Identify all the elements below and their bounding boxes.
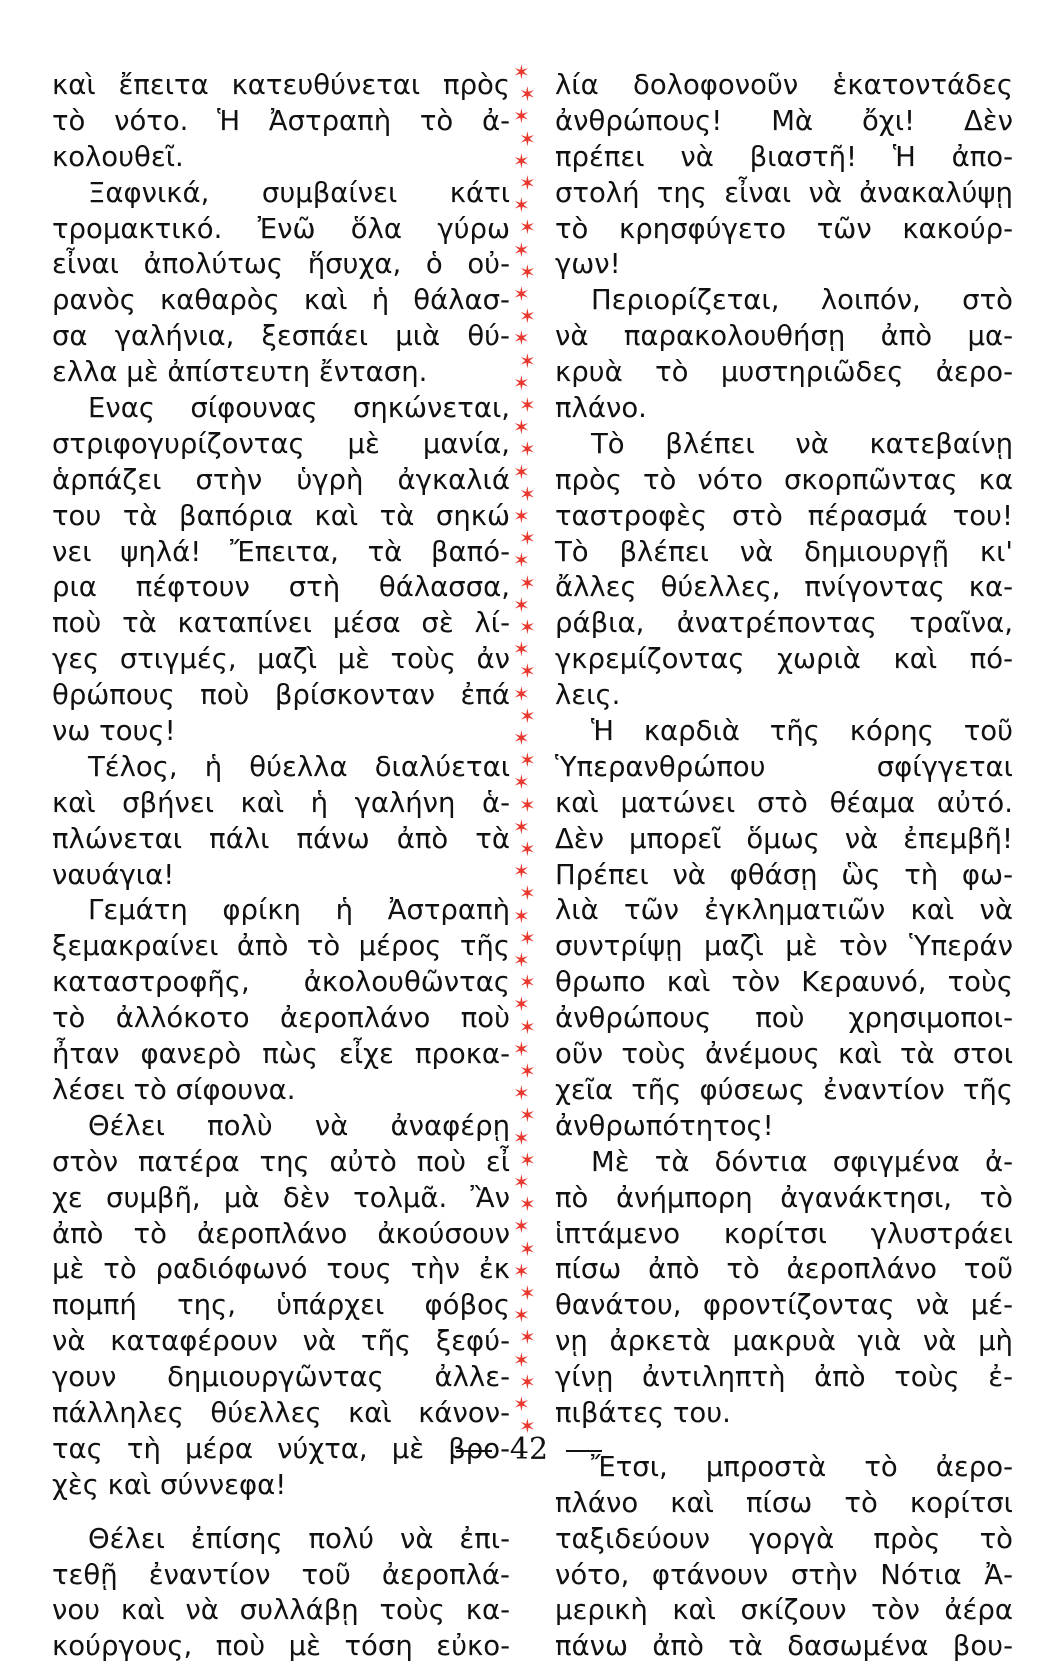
red-star-icon: ✶	[519, 1059, 536, 1083]
text-line: Γεμάτη φρίκη ἡ Ἀστραπὴ	[88, 894, 510, 927]
text-line: λέσει τὸ σίφουνα.	[52, 1073, 296, 1106]
text-line: πίσω ἀπὸ τὸ ἀεροπλάνο τοῦ	[555, 1253, 1013, 1286]
text-line: συντρίψῃ μαζὶ μὲ τὸν Ὑπεράν	[555, 930, 1013, 963]
text-line: νει ψηλά! Ἔπειτα, τὰ βαπό-	[52, 535, 510, 568]
text-line: νου καὶ νὰ συλλάβῃ τοὺς κα-	[52, 1594, 510, 1627]
red-star-icon: ✶	[513, 237, 530, 262]
page-footer	[0, 1432, 1058, 1467]
text-line: νὰ παρακολουθήσῃ ἀπὸ μα-	[555, 320, 1013, 353]
red-star-icon: ✶	[519, 526, 536, 551]
text-line: χὲς καὶ σύννεφα!	[52, 1468, 287, 1501]
red-star-icon: ✶	[519, 615, 536, 639]
red-star-icon: ✶	[513, 459, 530, 484]
text-line: τεθῇ ἐναντίον τοῦ ἀεροπλά-	[52, 1558, 510, 1591]
red-star-icon: ✶	[519, 881, 536, 906]
red-star-icon: ✶	[513, 193, 530, 218]
text-line: ράβια, ἀνατρέποντας τραῖνα,	[555, 607, 1013, 640]
red-star-icon: ✶	[513, 726, 530, 750]
text-line: Τὸ βλέπει νὰ κατεβαίνῃ	[591, 427, 1013, 460]
text-line: ἦταν φανερὸ πὼς εἶχε προκα-	[52, 1038, 510, 1071]
red-star-icon: ✶	[519, 437, 536, 462]
text-line: τὸ κρησφύγετο τῶν κακούρ-	[555, 212, 1013, 245]
text-line: καὶ σβήνει καὶ ἡ γαλήνη ἁ-	[52, 786, 510, 819]
red-star-icon: ✶	[513, 859, 530, 884]
text-line: πὸ ἀνήμπορη ἀγανάκτησι, τὸ	[555, 1181, 1013, 1214]
red-star-icon: ✶	[513, 1303, 530, 1328]
footer-dash-left	[456, 1450, 492, 1452]
text-line: καὶ ἔπειτα κατευθύνεται πρὸς	[52, 69, 510, 101]
text-line: λία δολοφονοῦν ἑκατοντάδες	[555, 69, 1013, 101]
red-star-icon: ✶	[513, 1214, 530, 1239]
text-line: μὲ τὸ ραδιόφωνό τους τὴν ἐκ	[52, 1253, 510, 1286]
text-line: ἀνθρώπους! Μὰ ὄχι! Δὲν	[555, 104, 1013, 137]
red-star-icon: ✶	[513, 370, 530, 395]
text-line: νω τους!	[52, 715, 176, 748]
text-line: πιβάτες του.	[555, 1396, 731, 1429]
red-star-icon: ✶	[513, 548, 530, 573]
red-star-icon: ✶	[519, 1192, 536, 1217]
text-line: Τέλος, ἡ θύελλα διαλύεται	[88, 750, 510, 783]
red-star-icon: ✶	[513, 282, 530, 306]
red-star-icon: ✶	[513, 415, 530, 440]
text-line: τρομακτικό. Ἐνῶ ὅλα γύρω	[52, 212, 510, 245]
text-line: τὸ ἀλλόκοτο ἀεροπλάνο ποὺ	[52, 1002, 510, 1035]
text-line: γκρεμίζοντας χωριὰ καὶ πό-	[555, 643, 1013, 676]
text-line: στὸν πατέρα της αὐτὸ ποὺ εἶ	[52, 1145, 510, 1178]
red-star-icon: ✶	[513, 504, 530, 528]
red-star-icon: ✶	[513, 326, 530, 351]
text-line: Πρέπει νὰ φθάσῃ ὣς τὴ φω-	[555, 858, 1013, 891]
red-star-icon: ✶	[519, 659, 536, 684]
red-star-icon: ✶	[513, 148, 530, 173]
red-star-icon: ✶	[513, 903, 530, 928]
red-star-icon: ✶	[519, 126, 536, 151]
red-star-icon: ✶	[519, 171, 536, 195]
text-line: Τὸ βλέπει νὰ δημιουργῇ κι'	[555, 535, 1013, 568]
red-star-icon: ✶	[519, 1147, 536, 1172]
text-line: Ξαφνικά, συμβαίνει κάτι	[88, 176, 510, 209]
text-line: κρυὰ τὸ μυστηριῶδες ἀερο-	[555, 356, 1013, 389]
right-text-column	[555, 68, 1013, 1665]
red-star-icon: ✶	[513, 681, 530, 706]
red-star-icon: ✶	[513, 637, 530, 662]
footer-dash-right	[566, 1450, 602, 1452]
text-line: χεῖα τῆς φύσεως ἐναντίον τῆς	[555, 1073, 1013, 1106]
text-line: ἄλλες θύελλες, πνίγοντας κα-	[555, 571, 1013, 604]
text-line: πάλληλες θύελλες καὶ κάνον-	[52, 1396, 510, 1429]
text-line: γων!	[555, 248, 621, 281]
text-line: κούργους, ποὺ μὲ τόση εὐκο-	[52, 1630, 510, 1663]
text-line: Περιορίζεται, λοιπόν, στὸ	[591, 284, 1013, 317]
red-star-icon: ✶	[519, 304, 536, 329]
text-line: πλώνεται πάλι πάνω ἀπὸ τὰ	[52, 822, 510, 855]
red-star-icon: ✶	[513, 1036, 530, 1061]
red-star-icon: ✶	[519, 481, 536, 506]
text-line: ἀπὸ τὸ ἀεροπλάνο ἀκούσουν	[52, 1217, 510, 1250]
red-star-icon: ✶	[519, 1014, 536, 1039]
text-line: πάνω ἀπὸ τὰ δασωμένα βου-	[555, 1630, 1013, 1663]
text-line: πομπή της, ὑπάρχει φόβος	[52, 1289, 510, 1322]
text-line: ποὺ τὰ καταπίνει μέσα σὲ λί-	[52, 607, 510, 640]
red-star-icon: ✶	[513, 992, 530, 1017]
text-line: νὰ καταφέρουν νὰ τῆς ξεφύ-	[52, 1325, 510, 1358]
text-line: Ἔτσι, μπροστὰ τὸ ἀερο-	[591, 1450, 1013, 1483]
text-line: λιὰ τῶν ἐγκληματιῶν καὶ νὰ	[555, 894, 1013, 927]
red-star-icon: ✶	[519, 259, 536, 284]
text-line: εἶναι ἀπολύτως ἥσυχα, ὁ οὐ-	[52, 248, 510, 281]
red-star-icon: ✶	[513, 1392, 530, 1416]
text-line: θρώπους ποὺ βρίσκονταν ἐπά	[52, 679, 510, 712]
red-star-icon: ✶	[513, 1125, 530, 1150]
red-star-icon: ✶	[519, 703, 536, 728]
red-star-icon: ✶	[519, 1325, 536, 1350]
text-line: ξεμακραίνει ἀπὸ τὸ μέρος τῆς	[52, 930, 510, 963]
red-star-icon: ✶	[519, 925, 536, 950]
red-star-icon: ✶	[519, 837, 536, 861]
red-star-icon: ✶	[519, 1103, 536, 1128]
red-star-icon: ✶	[519, 570, 536, 595]
text-line: Ἡ καρδιὰ τῆς κόρης τοῦ	[591, 715, 1013, 748]
red-star-icon: ✶	[513, 1347, 530, 1372]
text-line: ναυάγια!	[52, 858, 175, 891]
red-star-icon: ✶	[519, 393, 536, 417]
text-line: λεις.	[555, 679, 621, 712]
text-line: γίνῃ ἀντιληπτὴ ἀπὸ τοὺς ἐ-	[555, 1361, 1013, 1394]
red-star-icon: ✶	[513, 1170, 530, 1194]
text-line: Θέλει ἐπίσης πολύ νὰ ἐπι-	[88, 1522, 510, 1555]
text-line: ἁρπάζει στὴν ὑγρὴ ἀγκαλιά	[52, 463, 510, 496]
text-line: ἀνθρωπότητος!	[555, 1109, 774, 1142]
red-star-icon: ✶	[519, 970, 536, 995]
red-star-icon: ✶	[513, 592, 530, 617]
text-line: τὸ νότο. Ἡ Ἀστραπὴ τὸ ἀ-	[52, 104, 510, 137]
red-star-icon: ✶	[519, 1369, 536, 1394]
red-star-icon: ✶	[519, 1414, 536, 1439]
text-line: Ὑπερανθρώπου σφίγγεται	[555, 750, 1013, 783]
text-line: γες στιγμές, μαζὶ μὲ τοὺς ἀν	[52, 643, 510, 676]
text-line: Θέλει πολὺ νὰ ἀναφέρῃ	[88, 1109, 510, 1142]
page-number: 42	[509, 1432, 549, 1467]
text-line: ταξιδεύουν γοργὰ πρὸς τὸ	[555, 1522, 1013, 1555]
text-line: οῦν τοὺς ἀνέμους καὶ τὰ στοι	[555, 1038, 1013, 1071]
text-line: του τὰ βαπόρια καὶ τὰ σηκώ	[52, 499, 510, 532]
text-line: πλάνο.	[555, 392, 647, 425]
text-line: ρια πέφτουν στὴ θάλασσα,	[52, 571, 510, 604]
red-star-icon: ✶	[519, 348, 536, 373]
text-line: στριφογυρίζοντας μὲ μανία,	[52, 427, 510, 460]
text-line: ἀνθρώπους ποὺ χρησιμοποι-	[555, 1002, 1013, 1035]
text-line: γουν δημιουργῶντας ἀλλε-	[52, 1361, 510, 1394]
red-star-icon: ✶	[513, 60, 530, 84]
red-star-icon: ✶	[519, 1236, 536, 1261]
red-star-icon: ✶	[513, 1258, 530, 1283]
text-line: θρωπο καὶ τὸν Κεραυνό, τοὺς	[555, 966, 1013, 999]
text-line: κολουθεῖ.	[52, 140, 184, 173]
red-star-icon: ✶	[513, 948, 530, 972]
text-line: ἱπτάμενο κορίτσι γλυστράει	[555, 1217, 1013, 1250]
text-line: πρὸς τὸ νότο σκορπῶντας κα	[555, 463, 1013, 496]
text-line: θανάτου, φροντίζοντας νὰ μέ-	[555, 1289, 1013, 1322]
text-line: πλάνο καὶ πίσω τὸ κορίτσι	[555, 1486, 1013, 1519]
red-star-icon: ✶	[513, 1081, 530, 1106]
red-star-icon: ✶	[519, 1281, 536, 1305]
text-line: σα γαλήνια, ξεσπάει μιὰ θύ-	[52, 320, 510, 353]
text-line: ελλα μὲ ἀπίστευτη ἔνταση.	[52, 356, 428, 389]
red-star-icon: ✶	[513, 770, 530, 795]
red-star-icon: ✶	[519, 792, 536, 817]
red-star-icon: ✶	[513, 104, 530, 129]
text-line: Ενας σίφουνας σηκώνεται,	[88, 392, 510, 425]
text-line: καὶ ματώνει στὸ θέαμα αὐτό.	[555, 786, 1013, 819]
text-line: καταστροφῆς, ἀκολουθῶντας	[52, 966, 510, 999]
star-divider	[509, 62, 543, 1447]
text-line: ταστροφὲς στὸ πέρασμά του!	[555, 499, 1013, 532]
text-line: νῃ ἀρκετὰ μακρυὰ γιὰ νὰ μὴ	[555, 1325, 1013, 1358]
paragraph-gap	[52, 1504, 510, 1522]
text-line: Μὲ τὰ δόντια σφιγμένα ἀ-	[591, 1145, 1013, 1178]
text-line: Δὲν μπορεῖ ὅμως νὰ ἐπεμβῆ!	[555, 822, 1013, 855]
red-star-icon: ✶	[513, 814, 530, 839]
left-text-column	[52, 68, 510, 1665]
text-line: χε συμβῆ, μὰ δὲν τολμᾶ. Ἂν	[52, 1181, 510, 1214]
text-line: μερικὴ καὶ σκίζουν τὸν ἀέρα	[555, 1594, 1013, 1627]
text-line: νότο, φτάνουν στὴν Νότια Ἀ-	[555, 1558, 1013, 1591]
text-line: πρέπει νὰ βιαστῆ! Ἡ ἀπο-	[555, 140, 1013, 173]
red-star-icon: ✶	[519, 748, 536, 773]
text-line: τας τὴ μέρα νύχτα, μὲ βρο-	[52, 1432, 510, 1465]
text-line: ρανὸς καθαρὸς καὶ ἡ θάλασ-	[52, 284, 510, 317]
red-star-icon: ✶	[519, 215, 536, 240]
text-line: στολή της εἶναι νὰ ἀνακαλύψῃ	[555, 176, 1013, 209]
red-star-icon: ✶	[519, 82, 536, 107]
